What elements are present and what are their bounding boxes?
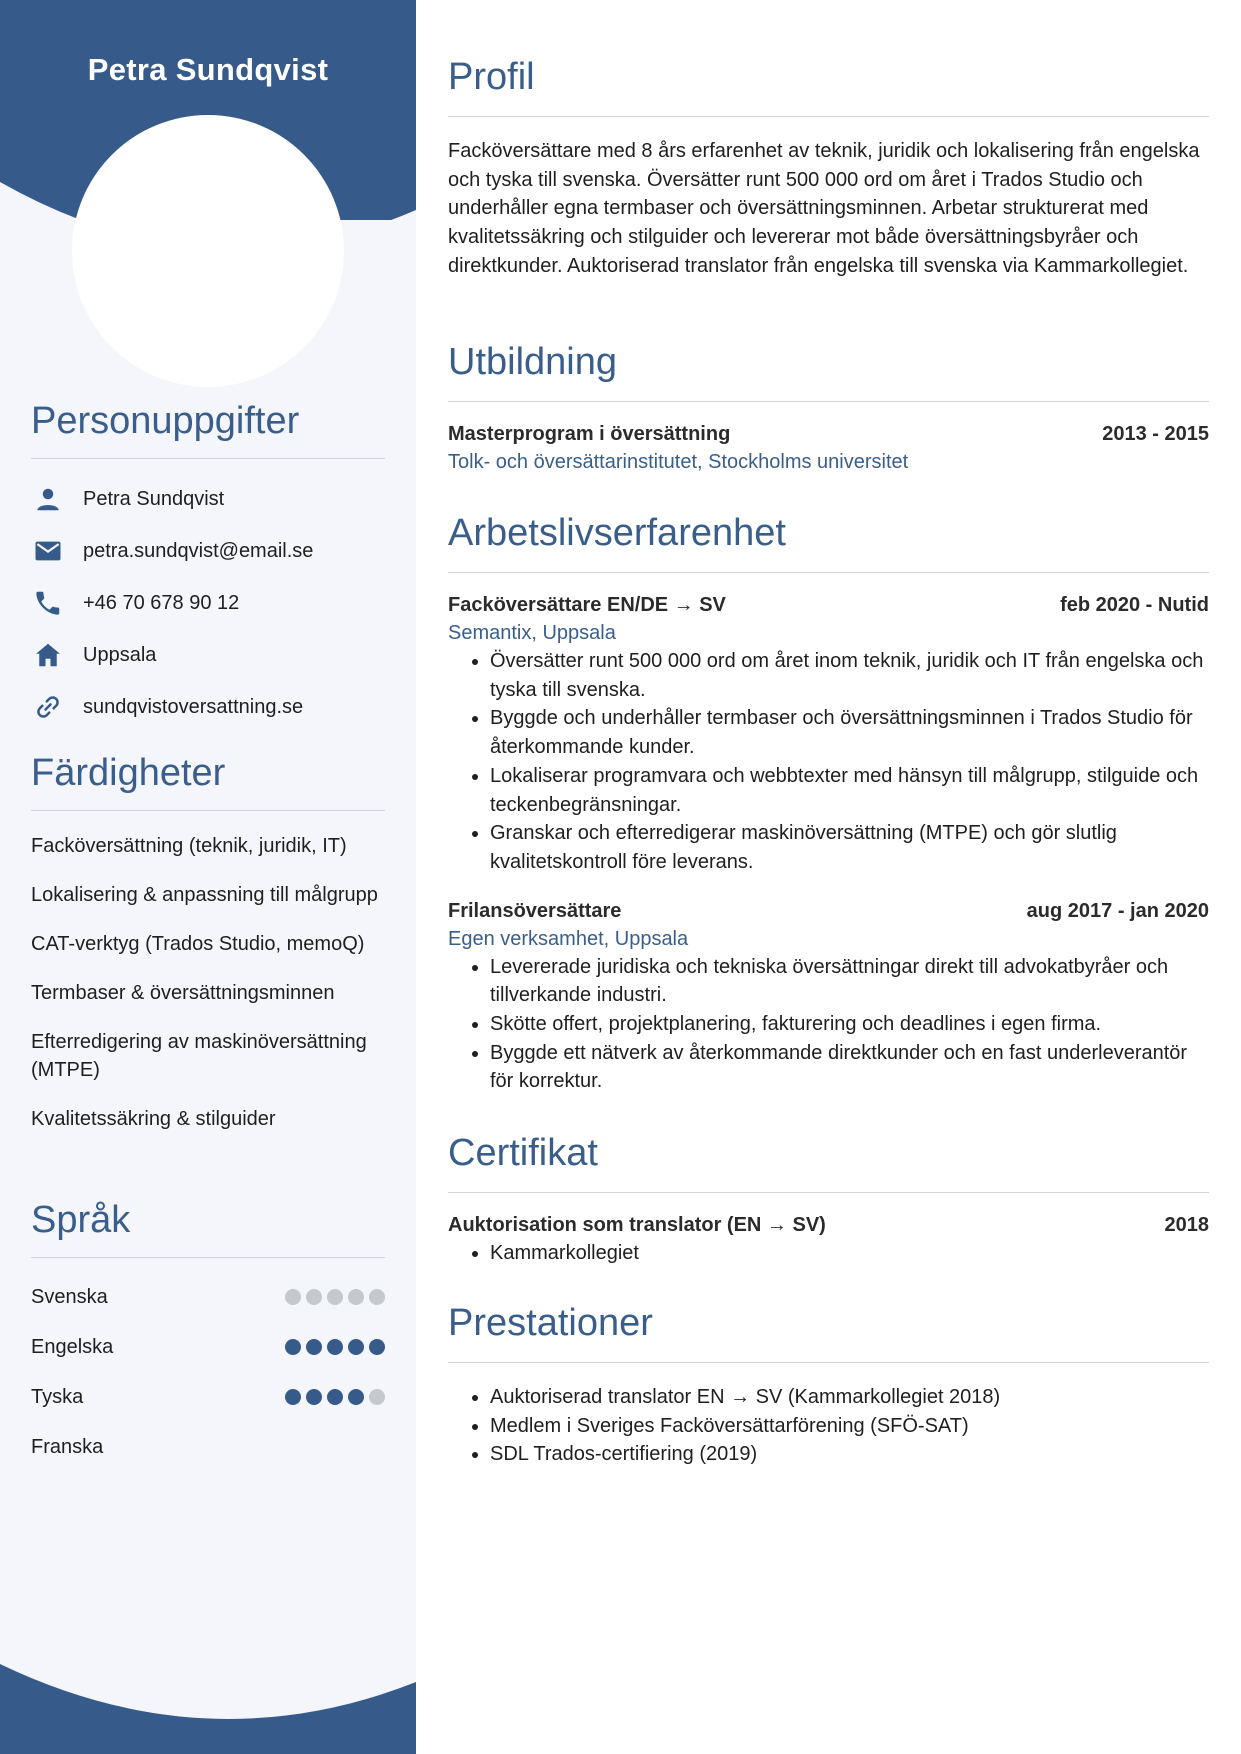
skills-heading: Färdigheter: [31, 752, 226, 794]
contact-email[interactable]: [31, 525, 385, 577]
education-org: Tolk- och översättarinstitutet, Stockholms universitet: [448, 451, 909, 473]
skill-item: Efterredigering av maskinöversättning (MTPE): [31, 1031, 367, 1081]
profile-photo: [72, 115, 344, 387]
level-dot-empty: [327, 1289, 343, 1305]
phone-icon: [33, 588, 63, 618]
divider: [31, 458, 385, 459]
achievements-section: [448, 1304, 1209, 1469]
profile-text: Facköversättare med 8 års erfarenhet av teknik, juridik och lokalisering från engelska och tyska till svenska. Översätter runt 500 000 ord om året i Trados Studio och underhåller egna termbaser och översättningsminnen. Arbetar strukturerat med kvalitetssäkring och stilguider och levererar mot både översättningsbyråer och direktkunder. Auktoriserad translator från engelska till svenska via Kammarkollegiet.: [448, 140, 1200, 277]
experience-entry: [448, 897, 1209, 1097]
education-title: Masterprogram i översättning: [448, 423, 731, 445]
certificates-heading: Certifikat: [448, 1132, 598, 1174]
contact-email-text[interactable]: petra.sundqvist@email.se: [83, 539, 314, 562]
job-dates: feb 2020 - Nutid: [1060, 594, 1209, 616]
language-level: [285, 1339, 385, 1355]
contact-location: [31, 629, 385, 681]
language-name: Tyska: [31, 1385, 84, 1408]
language-level: [285, 1289, 385, 1305]
list-item: • Kammarkollegiet: [490, 1239, 1209, 1268]
level-dot-filled: [348, 1389, 364, 1405]
skill-item: Facköversättning (teknik, juridik, IT): [31, 835, 347, 857]
contact-website-text[interactable]: sundqvistoversattning.se: [83, 695, 304, 718]
level-dot-empty: [369, 1289, 385, 1305]
profile-section: [448, 58, 1209, 281]
certificate-bullets: [448, 1239, 1209, 1268]
list-item: • SDL Trados-certifiering (2019): [490, 1440, 1209, 1469]
languages-heading: Språk: [31, 1199, 131, 1241]
language-level: [285, 1389, 385, 1405]
level-dot-filled: [369, 1339, 385, 1355]
experience-heading: Arbetslivserfarenhet: [448, 512, 786, 554]
person-icon: [33, 484, 63, 514]
language-row: [31, 1422, 385, 1472]
list-item: • Skötte offert, projektplanering, fakturering och deadlines i egen firma.: [490, 1010, 1209, 1039]
list-item: • Byggde och underhåller termbaser och översättningsminnen i Trados Studio för återkommande kunder.: [490, 704, 1209, 761]
list-item: • Levererade juridiska och tekniska översättningar direkt till advokatbyråer och tillverkande industri.: [490, 953, 1209, 1010]
contact-name-text: Petra Sundqvist: [83, 487, 225, 510]
contact-website[interactable]: [31, 681, 385, 733]
languages-section: [31, 1201, 385, 1472]
level-dot-filled: [306, 1339, 322, 1355]
level-dot-filled: [348, 1339, 364, 1355]
job-dates: aug 2017 - jan 2020: [1026, 899, 1209, 922]
divider: [448, 1192, 1209, 1193]
list-item: • Auktoriserad translator EN → SV (Kammarkollegiet 2018): [490, 1383, 1209, 1412]
list-item: • Översätter runt 500 000 ord om året inom teknik, juridik och IT från engelska och tyska till svenska.: [490, 647, 1209, 704]
divider: [448, 572, 1209, 573]
experience-entry: [448, 591, 1209, 877]
divider: [31, 1257, 385, 1258]
list-item: • Granskar och efterredigerar maskinöversättning (MTPE) och gör slutlig kvalitetskontroll före leverans.: [490, 819, 1209, 876]
list-item: • Lokaliserar programvara och webbtexter med hänsyn till målgrupp, stilguide och teckenbegränsningar.: [490, 762, 1209, 819]
skill-item: CAT-verktyg (Trados Studio, memoQ): [31, 933, 365, 955]
job-org: Egen verksamhet, Uppsala: [448, 927, 689, 950]
contact-location-text: Uppsala: [83, 643, 157, 666]
education-dates: 2013 - 2015: [1102, 423, 1209, 445]
job-title: Frilansöversättare: [448, 899, 622, 922]
level-dot-empty: [348, 1289, 364, 1305]
level-dot-filled: [285, 1389, 301, 1405]
divider: [448, 401, 1209, 402]
achievements-bullets: [448, 1383, 1209, 1469]
list-item: • Medlem i Sveriges Facköversättarförening (SFÖ-SAT): [490, 1412, 1209, 1441]
language-name: Franska: [31, 1435, 104, 1458]
language-row: [31, 1372, 385, 1422]
job-bullets: [448, 953, 1209, 1097]
header-name: Petra Sundqvist: [87, 52, 329, 87]
achievements-heading: Prestationer: [448, 1302, 653, 1344]
contact-name: [31, 473, 385, 525]
certificates-section: [448, 1134, 1209, 1268]
contact-list: [31, 473, 385, 733]
level-dot-empty: [369, 1389, 385, 1405]
level-dot-filled: [327, 1389, 343, 1405]
job-org: Semantix, Uppsala: [448, 622, 616, 644]
divider: [448, 1362, 1209, 1363]
job-title: Facköversättare EN/DE → SV: [448, 594, 726, 616]
certificate-entry: [448, 1211, 1209, 1268]
experience-section: [448, 514, 1209, 1096]
link-icon: [33, 692, 63, 722]
education-entry: [448, 420, 1209, 476]
skill-item: Termbaser & översättningsminnen: [31, 982, 335, 1004]
list-item: • Byggde ett nätverk av återkommande direktkunder och en fast underleverantör för korrektur.: [490, 1039, 1209, 1096]
job-bullets: [448, 647, 1209, 877]
level-dot-empty: [306, 1289, 322, 1305]
email-icon: [33, 536, 63, 566]
skills-list: [31, 832, 385, 1133]
level-dot-filled: [306, 1389, 322, 1405]
level-dot-empty: [285, 1289, 301, 1305]
language-name: Engelska: [31, 1335, 114, 1358]
skills-section: [31, 754, 385, 1154]
language-row: [31, 1322, 385, 1372]
contact-phone-text[interactable]: +46 70 678 90 12: [83, 591, 240, 614]
sidebar: [0, 0, 416, 1754]
skill-item: Lokalisering & anpassning till målgrupp: [31, 884, 378, 906]
language-row: [31, 1272, 385, 1322]
contact-phone[interactable]: [31, 577, 385, 629]
certificate-dates: 2018: [1164, 1214, 1209, 1236]
level-dot-filled: [285, 1339, 301, 1355]
education-section: [448, 343, 1209, 476]
divider: [31, 810, 385, 811]
languages-list: [31, 1272, 385, 1472]
level-dot-filled: [327, 1339, 343, 1355]
certificate-title: Auktorisation som translator (EN → SV): [448, 1214, 826, 1236]
language-name: Svenska: [31, 1285, 108, 1308]
footer-shape: [0, 1664, 416, 1754]
profile-heading: Profil: [448, 56, 535, 98]
personal-section: [31, 402, 385, 733]
personal-heading: Personuppgifter: [31, 400, 300, 442]
divider: [448, 116, 1209, 117]
skill-item: Kvalitetssäkring & stilguider: [31, 1108, 276, 1130]
education-heading: Utbildning: [448, 341, 617, 383]
home-icon: [33, 640, 63, 670]
